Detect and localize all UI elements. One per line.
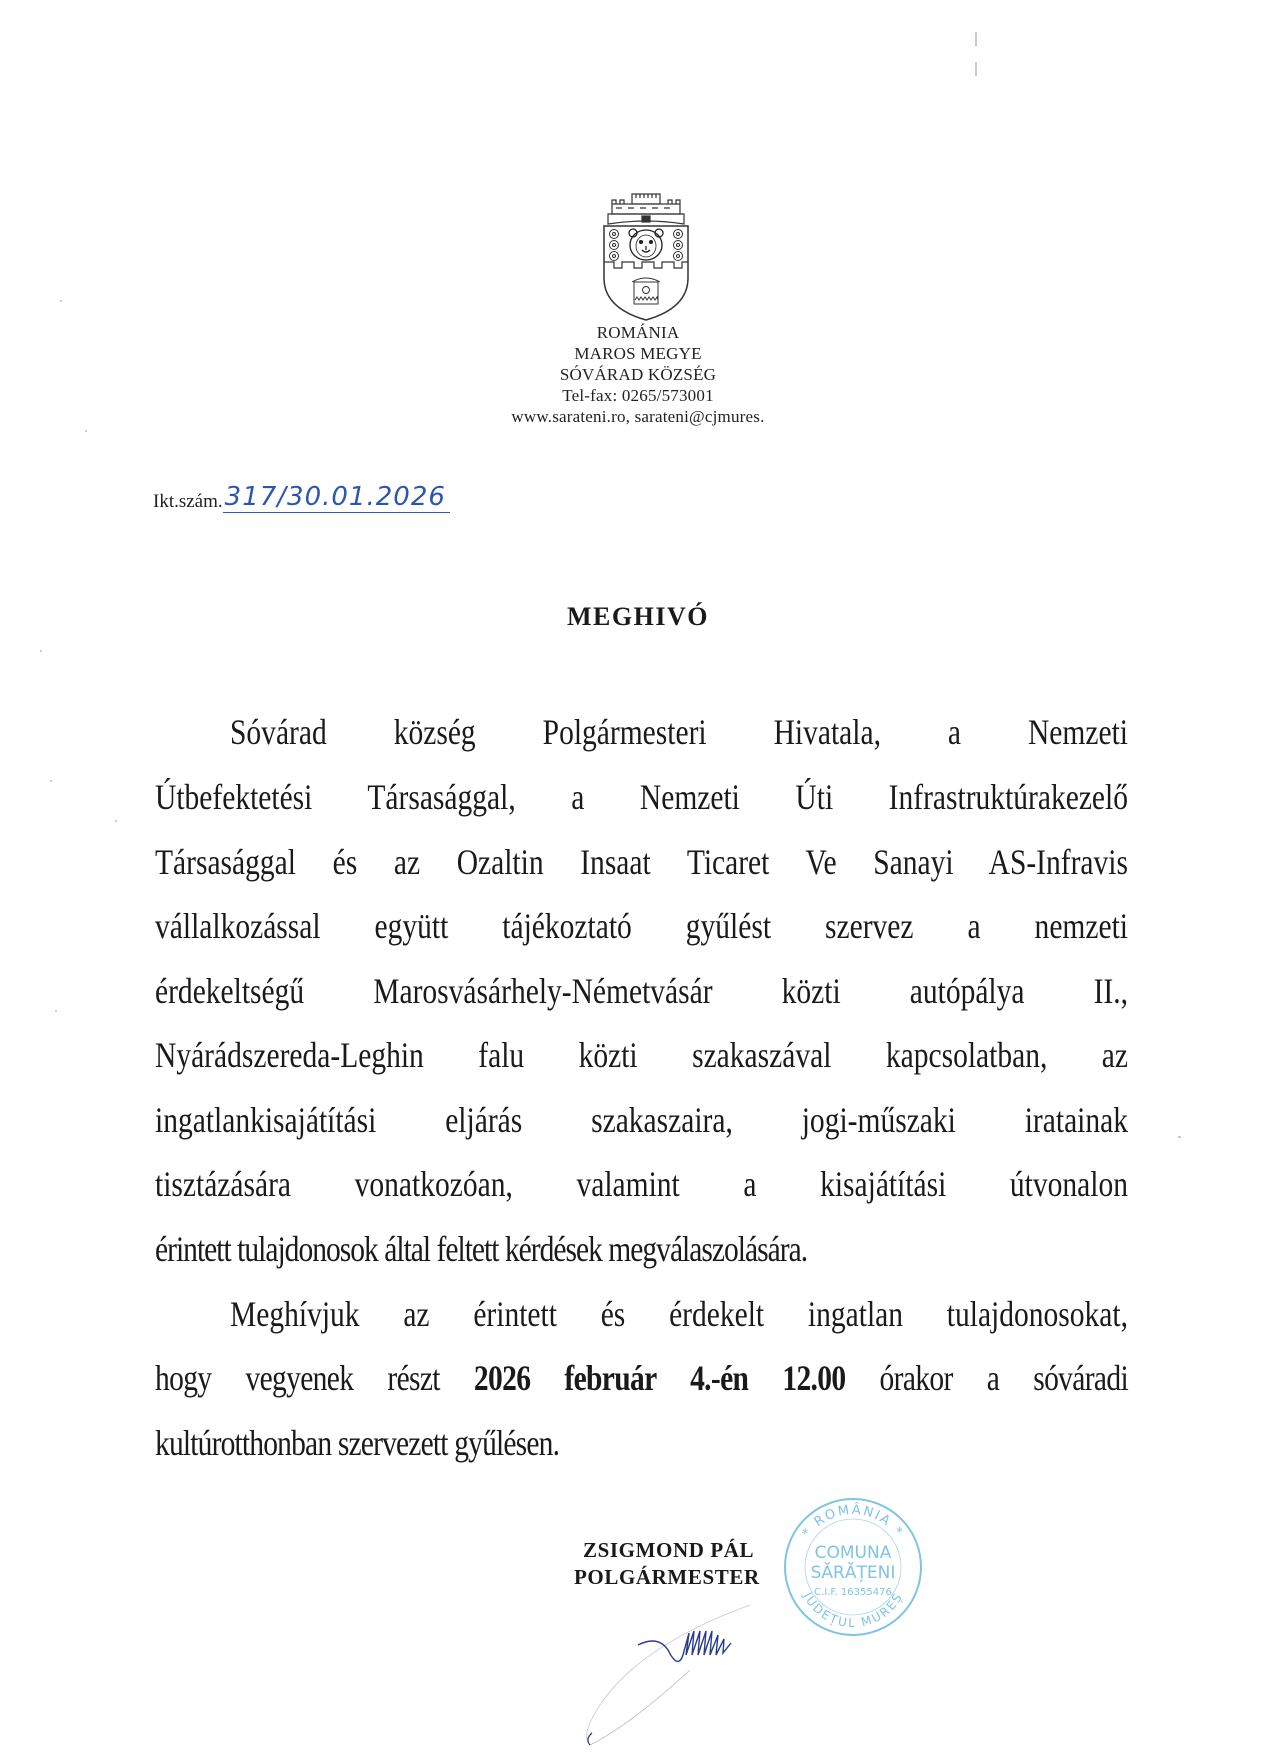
body-line: ingatlankisajátítási eljárás szakaszaira, jogi-műszaki iratainak xyxy=(155,1100,1128,1140)
scan-speck xyxy=(85,430,87,432)
body-line: Nyárádszereda-Leghin falu közti szakaszával kapcsolatban, az xyxy=(155,1035,1128,1075)
scan-speck xyxy=(115,820,117,822)
svg-text:* ROMÂNIA * xyxy=(800,1502,907,1541)
body-line: Meghívjuk az érintett és érdekelt ingatlan tulajdonosokat, xyxy=(230,1294,1128,1334)
letterhead xyxy=(0,322,1276,427)
meeting-date-time: 2026 február 4.-én 12.00 xyxy=(473,1358,846,1398)
registration-handwritten-number: 317/30.01.2026 xyxy=(223,482,450,513)
letterhead-contact: www.sarateni.ro, sarateni@cjmures. xyxy=(511,407,765,426)
stamp-cif: C.I.F. 16355476 xyxy=(814,1587,892,1598)
signatory-block xyxy=(574,1537,760,1591)
body-text: órakor a sóváradi xyxy=(845,1358,1128,1398)
scan-speck xyxy=(40,650,42,652)
body-line: tisztázására vonatkozóan, valamint a kisajátítási útvonalon xyxy=(155,1164,1128,1204)
scan-mark xyxy=(975,32,977,46)
letterhead-country: ROMÁNIA xyxy=(596,323,680,342)
body-line: vállalkozással együtt tájékoztató gyűlést szervez a nemzeti xyxy=(155,906,1128,946)
body-line: kultúrotthonban szervezett gyűlésen. xyxy=(155,1423,560,1463)
scan-speck xyxy=(55,1010,57,1012)
body-line: érdekeltségű Marosvásárhely-Németvásár közti autópálya II., xyxy=(155,971,1128,1011)
body-line-meeting-date xyxy=(155,1358,1128,1398)
official-stamp-icon xyxy=(778,1492,928,1642)
registration-label: Ikt.szám. xyxy=(153,491,223,512)
scan-mark xyxy=(975,62,977,76)
scan-speck xyxy=(50,780,52,782)
letterhead-municipality: SÓVÁRAD KÖZSÉG xyxy=(559,365,717,384)
stamp-line1: COMUNA xyxy=(814,1543,892,1563)
letterhead-county: MAROS MEGYE xyxy=(574,344,702,363)
scan-speck xyxy=(1178,1136,1181,1138)
registration-number xyxy=(153,484,450,514)
signatory-role: POLGÁRMESTER xyxy=(574,1565,760,1589)
stamp-top-text: * ROMÂNIA * xyxy=(799,1502,907,1541)
signature-icon xyxy=(560,1605,780,1755)
document-title: MEGHIVÓ xyxy=(567,602,709,631)
signatory-name: ZSIGMOND PÁL xyxy=(583,1538,755,1562)
body-line: érintett tulajdonosok által feltett kérdések megválaszolására. xyxy=(155,1229,808,1269)
body-line: Útbefektetési Társasággal, a Nemzeti Úti Infrastruktúrakezelő xyxy=(155,777,1128,817)
stamp-line2: SĂRĂȚENI xyxy=(810,1563,896,1583)
body-line: Társasággal és az Ozaltin Insaat Ticaret Ve Sanayi AS-Infravis xyxy=(155,842,1128,882)
stamp-bottom-text: JUDEȚUL MUREȘ xyxy=(800,1589,906,1631)
letterhead-telfax: Tel-fax: 0265/573001 xyxy=(562,386,714,405)
scan-speck xyxy=(60,300,62,302)
body-text: hogy vegyenek részt xyxy=(155,1358,474,1398)
coat-of-arms-icon xyxy=(598,192,694,322)
body-line: Sóvárad község Polgármesteri Hivatala, a Nemzeti xyxy=(230,712,1128,752)
